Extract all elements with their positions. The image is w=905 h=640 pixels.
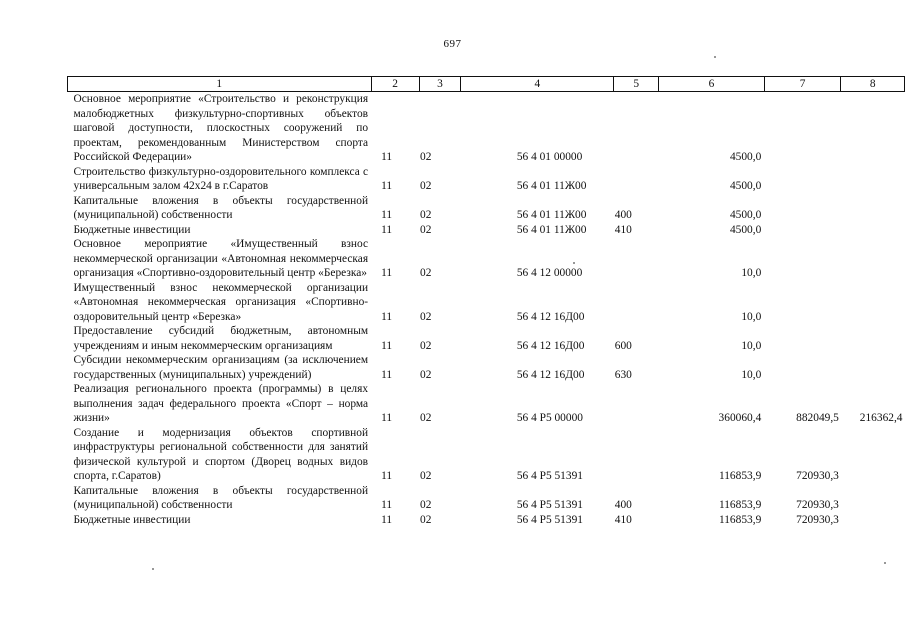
row-expense-type: [614, 426, 659, 484]
header-col-5: 5: [614, 77, 659, 92]
row-expense-type: 410: [614, 223, 632, 236]
row-subsection: 02: [420, 180, 432, 192]
row-value-2020: 116853,9: [718, 513, 762, 526]
row-value-2020: 360060,4: [718, 412, 762, 424]
row-value-2022: [841, 426, 905, 484]
row-section: 11: [381, 412, 393, 424]
row-value-2020: 4500,0: [729, 180, 762, 192]
row-subsection: 02: [420, 499, 432, 511]
row-name: Капитальные вложения в объекты государственной (муниципальной) собственности: [73, 194, 369, 221]
row-value-2022: [841, 484, 905, 513]
row-name: Субсидии некоммерческим организациям (за исключением государственных (муниципальных) учреждений): [73, 354, 369, 381]
row-expense-type: 600: [614, 339, 632, 352]
table-row: [68, 165, 905, 194]
row-value-2022: [841, 281, 905, 325]
row-value-2022: [841, 237, 905, 281]
row-target-article: 56 4 P5 51391: [516, 499, 583, 511]
row-target-article: 56 4 P5 00000: [516, 412, 583, 424]
page-number: 697: [443, 38, 462, 50]
row-value-2022: [841, 194, 905, 223]
row-target-article: 56 4 12 16Д00: [516, 368, 585, 381]
row-name: Предоставление субсидий бюджетным, автономным учреждениям и иным некоммерческим организациям: [73, 325, 369, 352]
row-section: 11: [381, 209, 393, 221]
scan-speck: [884, 562, 886, 564]
scan-speck: [573, 262, 575, 264]
row-value-2021: 720930,3: [796, 513, 839, 526]
row-value-2021: [764, 324, 841, 353]
row-value-2022: [841, 324, 905, 353]
row-value-2022: [841, 92, 905, 165]
row-expense-type: 400: [614, 209, 632, 221]
row-value-2020: 116853,9: [718, 470, 762, 482]
table-header-row: [68, 77, 905, 92]
row-section: 11: [381, 368, 393, 381]
row-value-2022: [841, 223, 905, 238]
row-value-2021: 720930,3: [796, 470, 839, 482]
row-value-2022: [841, 165, 905, 194]
row-subsection: 02: [420, 470, 432, 482]
row-section: 11: [381, 310, 393, 323]
table-row: [68, 92, 905, 165]
row-target-article: 56 4 P5 51391: [516, 513, 583, 526]
row-section: 11: [381, 267, 393, 279]
row-section: 11: [381, 339, 393, 352]
row-subsection: 02: [420, 223, 432, 236]
row-expense-type: 410: [614, 513, 632, 526]
row-target-article: 56 4 P5 51391: [516, 470, 583, 482]
row-value-2020: 116853,9: [718, 499, 762, 511]
table-row: [68, 281, 905, 325]
budget-table: [67, 76, 905, 527]
row-value-2022: [841, 513, 905, 528]
row-target-article: 56 4 01 00000: [516, 151, 583, 163]
row-target-article: 56 4 12 00000: [516, 267, 583, 279]
row-subsection: 02: [420, 267, 432, 279]
row-name: Реализация регионального проекта (программы) в целях выполнения задач федерального проекта «Спорт – норма жизни»: [73, 383, 369, 424]
table-row: [68, 237, 905, 281]
row-section: 11: [381, 499, 393, 511]
row-name: Капитальные вложения в объекты государственной (муниципальной) собственности: [73, 484, 369, 511]
row-subsection: 02: [420, 339, 432, 352]
row-target-article: 56 4 01 11Ж00: [516, 180, 587, 192]
scan-speck: [714, 56, 716, 58]
table-row: [68, 353, 905, 382]
row-value-2022: 216362,4: [859, 412, 903, 424]
row-expense-type: [614, 382, 659, 426]
row-name: Строительство физкультурно-оздоровительного комплекса с универсальным залом 42х24 в г.Саратов: [73, 165, 369, 192]
row-subsection: 02: [420, 412, 432, 424]
row-value-2021: [764, 281, 841, 325]
row-value-2021: [764, 92, 841, 165]
row-value-2020: 10,0: [741, 368, 762, 381]
row-value-2021: [764, 353, 841, 382]
row-value-2020: 10,0: [741, 339, 762, 352]
scan-speck: [152, 568, 154, 570]
row-section: 11: [381, 151, 393, 163]
table-row: [68, 484, 905, 513]
header-col-3: 3: [419, 77, 461, 92]
row-subsection: 02: [420, 209, 432, 221]
row-value-2021: [764, 237, 841, 281]
row-name: Имущественный взнос некоммерческой организации «Автономная некоммерческая организация «Спортивно-оздоровительный центр «Березка»: [73, 281, 369, 323]
row-value-2021: 720930,3: [796, 499, 839, 511]
row-expense-type: 630: [614, 368, 632, 381]
row-value-2020: 4500,0: [729, 223, 762, 236]
row-expense-type: [614, 165, 659, 194]
header-col-4: 4: [461, 77, 614, 92]
row-expense-type: [614, 281, 659, 325]
table-row: [68, 194, 905, 223]
table-row: [68, 426, 905, 484]
row-section: 11: [381, 470, 393, 482]
header-col-8: 8: [841, 77, 905, 92]
row-name: Основное мероприятие «Имущественный взнос некоммерческой организации «Автономная некоммерческая организация «Спортивно-оздоровительный центр «Березка»: [73, 238, 369, 279]
row-section: 11: [381, 223, 393, 236]
header-col-7: 7: [764, 77, 841, 92]
row-value-2021: 882049,5: [796, 412, 839, 424]
row-value-2021: [764, 194, 841, 223]
row-target-article: 56 4 12 16Д00: [516, 310, 585, 323]
row-subsection: 02: [420, 368, 432, 381]
row-name: Создание и модернизация объектов спортивной инфраструктуры региональной собственности для занятий физической культурой и спортом (Дворец водных видов спорта, г.Саратов): [73, 426, 369, 482]
row-expense-type: [614, 92, 659, 165]
header-col-6: 6: [659, 77, 765, 92]
table-row: [68, 382, 905, 426]
row-subsection: 02: [420, 310, 432, 323]
row-value-2020: 10,0: [741, 267, 762, 279]
row-target-article: 56 4 01 11Ж00: [516, 209, 587, 221]
row-value-2020: 4500,0: [729, 151, 762, 163]
header-col-1: 1: [68, 77, 372, 92]
table-body: [68, 92, 905, 528]
row-section: 11: [381, 180, 393, 192]
row-value-2021: [764, 223, 841, 238]
row-subsection: 02: [420, 151, 432, 163]
row-target-article: 56 4 01 11Ж00: [516, 223, 587, 236]
row-name: Бюджетные инвестиции: [73, 513, 191, 526]
table-row: [68, 324, 905, 353]
row-value-2020: 4500,0: [729, 209, 762, 221]
header-col-2: 2: [371, 77, 419, 92]
row-value-2020: 10,0: [741, 310, 762, 323]
table-row: [68, 513, 905, 528]
row-name: Основное мероприятие «Строительство и реконструкция малобюджетных физкультурно-спортивных объектов шаговой доступности, плоскостных сооружений по проектам, рекомендованным Министерством спорта Российской Федерации»: [73, 93, 369, 163]
row-target-article: 56 4 12 16Д00: [516, 339, 585, 352]
row-value-2022: [841, 353, 905, 382]
row-name: Бюджетные инвестиции: [73, 223, 191, 236]
row-expense-type: 400: [614, 499, 632, 511]
table-row: [68, 223, 905, 238]
row-expense-type: [614, 237, 659, 281]
row-value-2021: [764, 165, 841, 194]
row-section: 11: [381, 513, 393, 526]
row-subsection: 02: [420, 513, 432, 526]
